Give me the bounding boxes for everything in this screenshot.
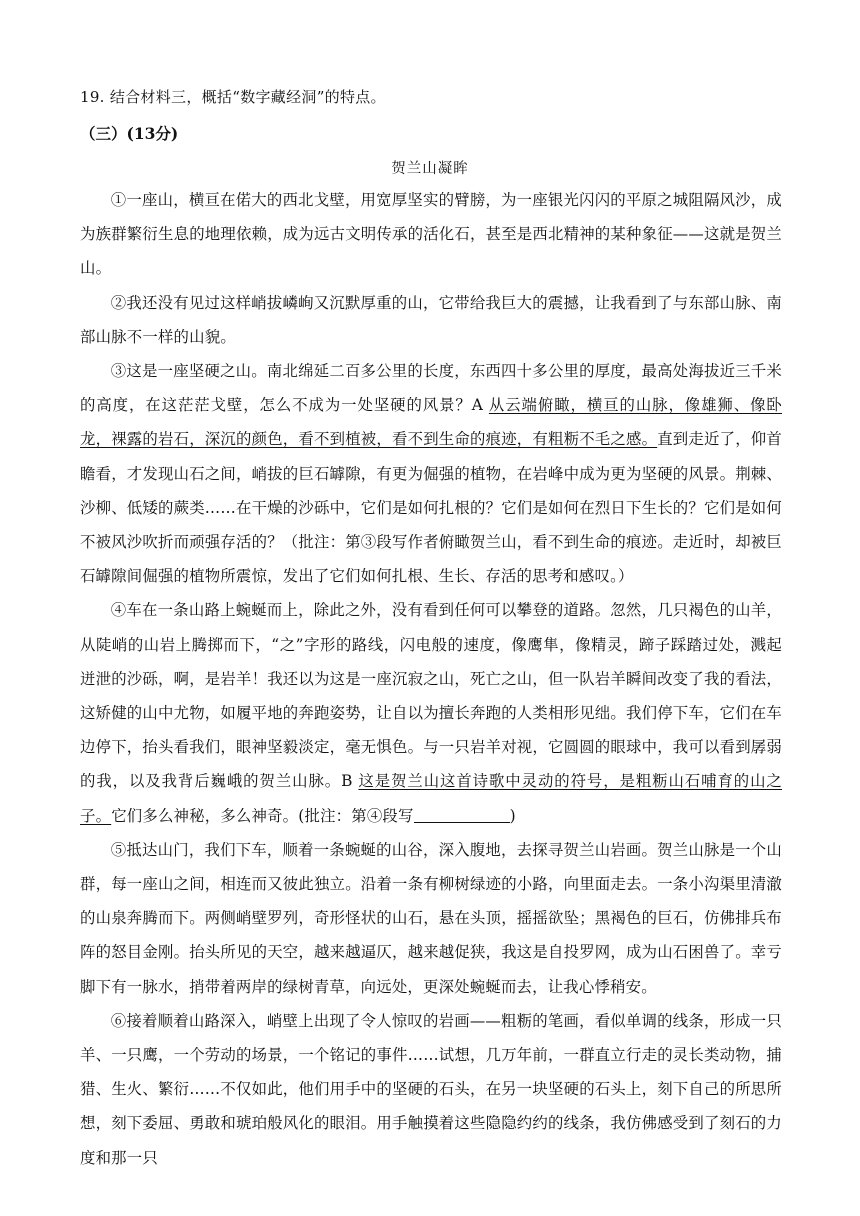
- paragraph-text: ): [509, 806, 516, 825]
- article-title: 贺兰山凝眸: [391, 161, 469, 177]
- paragraph-2: [80, 286, 782, 354]
- paragraph-text: ②我还没有见过这样峭拔嶙峋又沉默厚重的山，它带给我巨大的震撼，让我看到了与东部山脉、南部山脉不一样的山貌。: [80, 293, 782, 346]
- paragraph-3: [80, 354, 782, 593]
- paragraph-4: [80, 593, 782, 832]
- paragraph-text: ④车在一条山路上蜿蜒而上，除此之外，没有看到任何可以攀登的道路。忽然，几只褐色的山羊，从陡峭的山岩上腾掷而下，“之”字形的路线，闪电般的速度，像鹰隼，像精灵，蹄子踩踏过处，溅起迸泄的沙砾，啊，是岩羊！我还以为这是一座沉寂之山，死亡之山，但一队岩羊瞬间改变了我的看法，这矫健的山中尤物，如履平地的奔跑姿势，让自以为擅长奔跑的人类相形见绌。我们停下车，它们在车边停下，抬头看我们，眼神坚毅淡定，毫无惧色。与一只岩羊对视，它圆圆的眼球中，我可以看到孱弱的我，以及我背后巍峨的贺兰山脉。B: [80, 601, 782, 791]
- article-body: [80, 183, 782, 1175]
- section-heading: （三）(13分): [80, 124, 179, 143]
- underlined-sentence: 这是贺兰山这首诗歌中灵动的符号，是粗粝山石哺育的山之子。: [80, 772, 782, 825]
- question-19: 19. 结合材料三，概括“数字藏经洞”的特点。: [80, 88, 386, 106]
- answer-blank: [414, 806, 510, 822]
- paragraph-6: [80, 1004, 782, 1175]
- paragraph-text: 直到走近了，仰首瞻看，才发现山石之间，峭拔的巨石罅隙，有更为倔强的植物，在岩峰中成为更为坚硬的风景。荆棘、沙柳、低矮的蕨类……在干燥的沙砾中，它们是如何扎根的？它们是如何在烈日下生长的？它们是如何不被风沙吹折而顽强存活的？（批注：第③段写作者俯瞰贺兰山，看不到生命的痕迹。走近时，却被巨石罅隙间倔强的植物所震惊，发出了它们如何扎根、生长、存活的思考和感叹。）: [80, 430, 782, 586]
- underlined-sentence: 从云端俯瞰，横亘的山脉，像雄狮、像卧龙，裸露的岩石，深沉的颜色，看不到植被，看不到生命的痕迹，有粗粝不毛之感。: [80, 396, 782, 449]
- paragraph-5: [80, 833, 782, 1004]
- paragraph-text: ⑥接着顺着山路深入，峭壁上出现了令人惊叹的岩画——粗粝的笔画，看似单调的线条，形成一只羊、一只鹰，一个劳动的场景，一个铭记的事件……试想，几万年前，一群直立行走的灵长类动物，捕猎、生火、繁衍……不仅如此，他们用手中的坚硬的石头，在另一块坚硬的石头上，刻下自己的所思所想，刻下委屈、勇敢和琥珀般风化的眼泪。用手触摸着这些隐隐约约的线条，我仿佛感受到了刻石的力度和那一只: [80, 1011, 782, 1167]
- paragraph-text: ③这是一座坚硬之山。南北绵延二百多公里的长度，东西四十多公里的厚度，最高处海拔近三千米的高度，在这茫茫戈壁，怎么不成为一处坚硬的风景？A: [80, 362, 782, 415]
- paragraph-text: ⑤抵达山门，我们下车，顺着一条蜿蜒的山谷，深入腹地，去探寻贺兰山岩画。贺兰山脉是一个山群，每一座山之间，相连而又彼此独立。沿着一条有柳树绿迹的小路，向里面走去。一条小沟渠里清澈的山泉奔腾而下。两侧峭壁罗列，奇形怪状的山石，悬在头顶，摇摇欲坠；黑褐色的巨石，仿佛排兵布阵的怒目金刚。抬头所见的天空，越来越逼仄，越来越促狭，我这是自投罗网，成为山石困兽了。幸亏脚下有一脉水，捎带着两岸的绿树青草，向远处，更深处蜿蜒而去，让我心悸稍安。: [80, 840, 782, 996]
- paragraph-1: [80, 183, 782, 286]
- paragraph-text: 它们多么神秘，多么神奇。(批注：第④段写: [111, 806, 414, 825]
- paragraph-text: ①一座山，横亘在偌大的西北戈壁，用宽厚坚实的臂膀，为一座银光闪闪的平原之城阻隔风沙，成为族群繁衍生息的地理依赖，成为远古文明传承的活化石，甚至是西北精神的某种象征——这就是贺兰山。: [80, 191, 782, 278]
